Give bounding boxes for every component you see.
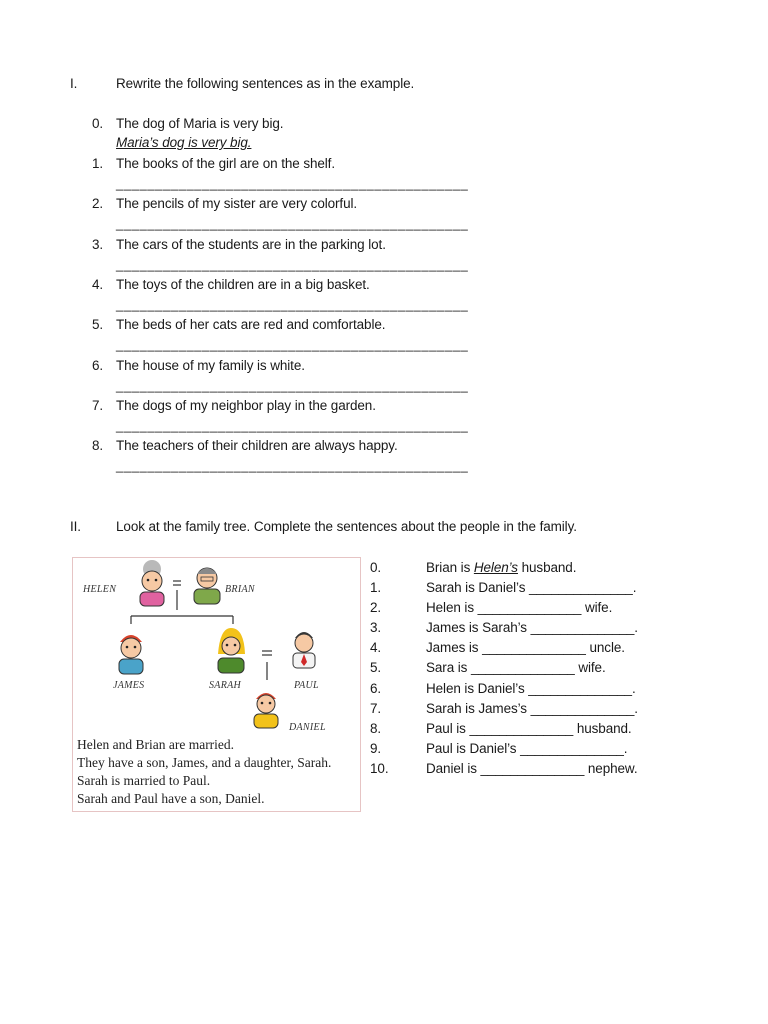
item-sentence[interactable]: Paul is Daniel’s ______________. bbox=[426, 740, 628, 756]
item-number: 3. bbox=[370, 620, 382, 636]
item-sentence: The books of the girl are on the shelf. bbox=[116, 156, 335, 171]
example-sentence bbox=[426, 560, 576, 576]
example-before: Brian is bbox=[426, 560, 474, 575]
example-number: 0. bbox=[370, 560, 382, 575]
item-number: 4. bbox=[92, 276, 104, 292]
item-sentence: The house of my family is white. bbox=[116, 357, 305, 373]
item-sentence[interactable]: James is Sarah’s ______________. bbox=[426, 620, 638, 636]
tree-caption: Sarah is married to Paul. bbox=[77, 773, 211, 788]
item-sentence[interactable]: Helen is Daniel’s ______________. bbox=[426, 680, 636, 696]
item-number: 4. bbox=[370, 640, 382, 656]
item-number: 6. bbox=[370, 680, 382, 696]
answer-blank[interactable]: _____________________________________________ bbox=[116, 296, 469, 312]
item-sentence[interactable]: Sara is ______________ wife. bbox=[426, 660, 606, 676]
item-number: 5. bbox=[370, 660, 382, 676]
answer-blank[interactable]: _____________________________________________ bbox=[116, 337, 469, 353]
item-sentence[interactable]: Paul is ______________ husband. bbox=[426, 720, 632, 736]
section-2-number: II. bbox=[70, 519, 81, 534]
example-after: husband. bbox=[517, 560, 577, 575]
example-number: 0. bbox=[92, 116, 104, 131]
tree-caption: Sarah and Paul have a son, Daniel. bbox=[77, 791, 265, 806]
paul-figure bbox=[293, 632, 315, 668]
item-sentence: The cars of the students are in the parking lot. bbox=[116, 236, 386, 252]
label-paul: PAUL bbox=[294, 680, 319, 691]
label-james: JAMES bbox=[113, 680, 145, 691]
item-sentence[interactable]: James is ______________ uncle. bbox=[426, 640, 625, 656]
item-sentence[interactable]: Daniel is ______________ nephew. bbox=[426, 760, 638, 776]
item-number: 8. bbox=[370, 720, 382, 736]
item-number: 1. bbox=[370, 580, 382, 595]
answer-blank[interactable]: _____________________________________________ bbox=[116, 176, 469, 191]
label-daniel: DANIEL bbox=[289, 722, 326, 733]
item-number: 2. bbox=[370, 600, 382, 616]
section-1-instruction: Rewrite the following sentences as in the example. bbox=[116, 76, 415, 91]
item-number: 6. bbox=[92, 357, 104, 373]
label-helen: HELEN bbox=[83, 584, 117, 595]
answer-blank[interactable]: _____________________________________________ bbox=[116, 256, 469, 272]
item-sentence[interactable]: Helen is ______________ wife. bbox=[426, 600, 613, 616]
helen-figure bbox=[140, 560, 164, 606]
item-number: 7. bbox=[92, 397, 104, 413]
brian-figure bbox=[194, 568, 220, 604]
tree-caption: Helen and Brian are married. bbox=[77, 737, 235, 752]
tree-caption: They have a son, James, and a daughter, Sarah. bbox=[77, 755, 332, 770]
item-number: 5. bbox=[92, 317, 104, 333]
item-number: 1. bbox=[92, 156, 104, 171]
item-number: 7. bbox=[370, 700, 382, 716]
item-sentence[interactable]: Sarah is James’s ______________. bbox=[426, 700, 638, 716]
example-sentence: The dog of Maria is very big. bbox=[116, 116, 284, 131]
daniel-figure bbox=[254, 693, 278, 728]
item-sentence: The beds of her cats are red and comfortable. bbox=[116, 317, 386, 333]
answer-blank[interactable]: _____________________________________________ bbox=[116, 377, 469, 393]
family-tree-image bbox=[72, 557, 361, 812]
item-number: 10. bbox=[370, 760, 389, 776]
item-sentence: The pencils of my sister are very colorful. bbox=[116, 196, 358, 212]
item-sentence: The toys of the children are in a big basket. bbox=[116, 276, 370, 292]
answer-blank[interactable]: _____________________________________________ bbox=[116, 216, 469, 232]
item-sentence: The teachers of their children are always happy. bbox=[116, 438, 398, 454]
example-answer: Helen’s bbox=[473, 560, 518, 575]
label-sarah: SARAH bbox=[209, 680, 242, 691]
item-number: 8. bbox=[92, 438, 104, 454]
section-2-instruction: Look at the family tree. Complete the sentences about the people in the family. bbox=[116, 519, 577, 534]
section-1-number: I. bbox=[70, 76, 78, 91]
item-sentence: The dogs of my neighbor play in the garden. bbox=[116, 397, 376, 413]
item-number: 2. bbox=[92, 196, 104, 212]
answer-blank[interactable]: _____________________________________________ bbox=[116, 458, 469, 474]
item-sentence[interactable]: Sarah is Daniel’s ______________. bbox=[426, 580, 637, 595]
example-answer: Maria’s dog is very big. bbox=[116, 135, 252, 150]
label-brian: BRIAN bbox=[225, 584, 255, 595]
sarah-figure bbox=[218, 628, 245, 673]
answer-blank[interactable]: _____________________________________________ bbox=[116, 417, 469, 433]
item-number: 3. bbox=[92, 236, 104, 252]
item-number: 9. bbox=[370, 740, 382, 756]
james-figure bbox=[119, 635, 143, 674]
